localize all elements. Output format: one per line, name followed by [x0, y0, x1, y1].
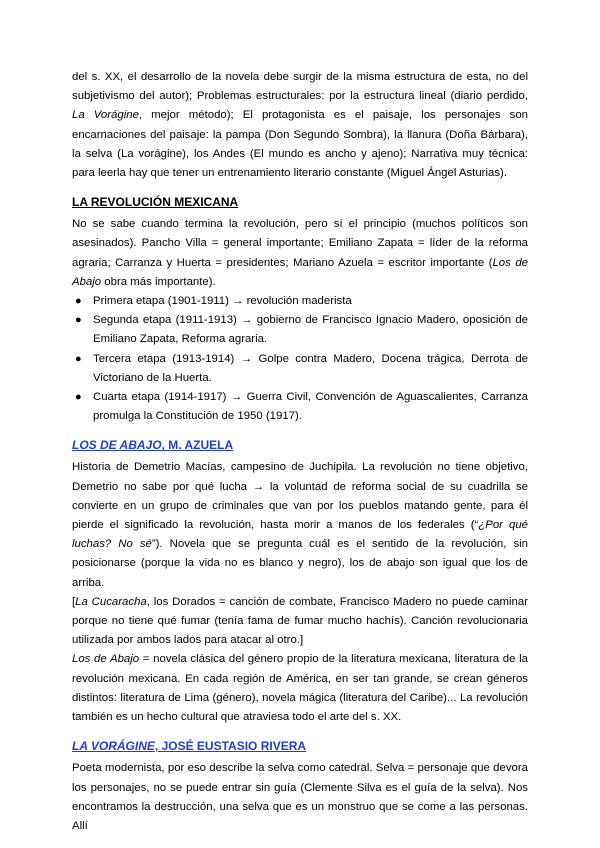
- abajo-paragraph-3: [72, 650, 528, 727]
- heading-los-de-abajo-title: LOS DE ABAJO: [72, 438, 162, 453]
- abajo-p3-title: Los de Abajo: [72, 653, 140, 666]
- abajo-paragraph-1: [72, 458, 528, 592]
- etapas-list: [72, 292, 528, 426]
- heading-la-voragine-author: , JOSÉ EUSTASIO RIVERA: [154, 739, 307, 754]
- list-item-text: Tercera etapa (1913-1914) → Golpe contra Madero, Docena trágica, Derrota de Victoriano de la Huerta.: [93, 352, 528, 384]
- abajo-p1-quote: ¿Por qué luchas? No sé: [72, 519, 528, 551]
- heading-la-voragine-title: LA VORÁGINE: [72, 739, 155, 754]
- intro-paragraph: [72, 68, 528, 183]
- revolucion-text-c: obra más importante).: [101, 275, 216, 288]
- bullet-icon: ●: [75, 352, 82, 365]
- heading-los-de-abajo-author: , M. AZUELA: [161, 438, 234, 453]
- abajo-p3-text: = novela clásica del género propio de la literatura mexicana, literatura de la revolución mexicana. En cada región de América, en ser tan grande, se crean géneros distintos: literatura de Lima (género), novela mágica (literatura del Caribe)... La revolución también es un hecho cultural que atraviesa todo el arte del s. XX.: [72, 653, 528, 724]
- revolucion-paragraph: [72, 215, 528, 292]
- list-item: [72, 311, 528, 349]
- list-item: [72, 292, 528, 311]
- list-item-text: Cuarta etapa (1914-1917) → Guerra Civil, Convención de Aguascalientes, Carranza promulga la Constitución de 1950 (1917).: [93, 391, 528, 423]
- list-item: [72, 388, 528, 426]
- abajo-p1-text-a: Historia de Demetrio Macías, campesino de Juchipila. La revolución no tiene objetivo, Demetrio no sabe por qué lucha → la voluntad de reforma social de su cuadrilla se convierte en un grupo de criminales que van por los pueblos matando gente, para él pierde el significado la revolución, hasta morir a manos de los federales (“: [72, 461, 528, 532]
- abajo-p2-text: , los Dorados = canción de combate, Francisco Madero no puede caminar porque no tiene qué fumar (tenía fama de fumar mucho hachís). Canción revolucionaria utilizada por ambos lados para atacar al otro.]: [72, 595, 528, 647]
- bullet-icon: ●: [75, 314, 82, 327]
- bullet-icon: ●: [75, 391, 82, 404]
- revolucion-text-a: No se sabe cuando termina la revolución, pero sí el principio (muchos políticos son asesinados). Pancho Villa = general importante; Emiliano Zapata = líder de la reforma agraria; Carranza y Huerta = presidentes; Mariano Azuela = escritor importante (: [72, 218, 528, 269]
- intro-text-a: del s. XX, el desarrollo de la novela debe surgir de la misma estructura de esta, no del subjetivismo del autor); Problemas estructurales: por la estructura lineal (diario perdido,: [72, 71, 528, 103]
- heading-los-de-abajo: [72, 436, 528, 455]
- intro-text-c: , mejor método); El protagonista es el paisaje, los personajes son encarnaciones del paisaje: la pampa (Don Segundo Sombra), la llanura (Doña Bárbara), la selva (La vorágine), los Andes (El mundo es ancho y ajeno); Narrativa muy técnica: para leerla hay que tener un entrenamiento literario constante (Miguel Ángel Asturias).: [72, 109, 529, 180]
- abajo-p2-bracket: [: [72, 595, 76, 608]
- voragine-paragraph: Poeta modernista, por eso describe la selva como catedral. Selva = personaje que devora los personajes, no se puede entrar sin guía (Clemente Silva es el guía de la selva). Nos encontramos la destrucción, una selva que es un monstruo que se come a las personas. Allí: [72, 762, 528, 832]
- list-item-text: Segunda etapa (1911-1913) → gobierno de Francisco Ignacio Madero, oposición de Emiliano Zapata, Reforma agraria.: [93, 314, 528, 346]
- intro-text-italic: La Vorágine: [72, 109, 139, 122]
- heading-la-voragine: [72, 737, 528, 756]
- revolucion-text-italic: Los de Abajo: [72, 256, 528, 288]
- abajo-paragraph-2: [72, 593, 528, 651]
- heading-revolucion-mexicana: LA REVOLUCIÓN MEXICANA: [72, 195, 239, 210]
- abajo-p1-text-c: ”). Novela que se pregunta cuál es el sentido de la revolución, sin posicionarse (porque la vida no es blanco y negro), los de abajo son igual que los de arriba.: [72, 538, 528, 589]
- list-item: [72, 350, 528, 388]
- abajo-p2-song-title: La Cucaracha: [75, 595, 147, 608]
- bullet-icon: ●: [75, 295, 82, 308]
- list-item-text: Primera etapa (1901-1911) → revolución maderista: [93, 295, 352, 308]
